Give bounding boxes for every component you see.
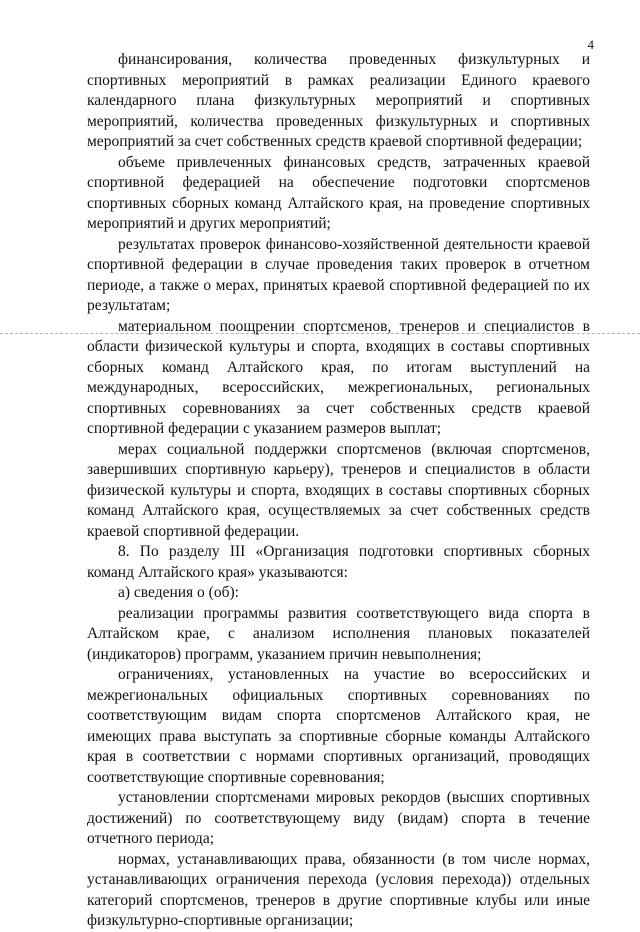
paragraph-section-3-heading: 8. По разделу III «Организация подготовки спортивных сборных команд Алтайского края» указываются: — [87, 543, 590, 581]
paragraph-development-program: реализации программы развития соответствующего вида спорта в Алтайском крае, с анализом исполнения плановых показателей (индикаторов) программ, указанием причин невыполнения; — [87, 604, 590, 663]
paragraph-financing: финансирования, количества проведенных физкультурных и спортивных мероприятий в рамках реализации Единого краевого календарного плана физкультурных мероприятий и спортивных мероприятий, количества проведенных физкультурных и спортивных мероприятий за счет собственных средств краевой спортивной федерации; — [87, 51, 590, 150]
paragraph-world-records: установлении спортсменами мировых рекордов (высших спортивных достижений) по соответствующему виду (видам) спорта в течение отчетного периода; — [87, 789, 590, 847]
paragraph-audit-results: результатах проверок финансово-хозяйственной деятельности краевой спортивной федерации в случае проведения таких проверок в отчетном периоде, а также о мерах, принятых краевой спортивной федерацией по их результатам; — [87, 235, 590, 314]
paragraph-subitem-a: а) сведения о (об): — [118, 584, 239, 601]
paragraph-material-incentives: материальном поощрении спортсменов, тренеров и специалистов в области физической культуры и спорта, входящих в составы спортивных сборных команд Алтайского края, по итогам выступлений на международных, всероссийских, межрегиональных, региональных спортивных соревнованиях за счет собственных средств краевой спортивной федерации с указанием размеров выплат; — [87, 317, 590, 437]
paragraph-restrictions: ограничениях, установленных на участие во всероссийских и межрегиональных официальных спортивных соревнованиях по соответствующим видам спорта спортсменов Алтайского края, не имеющих права выступать за спортивные сборные команды Алтайского края в соответствии с нормами спортивных организаций, проводящих соответствующие спортивные соревнования; — [87, 666, 590, 786]
paragraph-social-support: мерах социальной поддержки спортсменов (включая спортсменов, завершивших спортивную карьеру), тренеров и специалистов в области физической культуры и спорта, входящих в составы спортивных сборных команд Алтайского края, осуществляемых за счет собственных средств краевой спортивной федерации. — [87, 440, 590, 540]
paragraph-transfer-norms: нормах, устанавливающих права, обязанности (в том числе нормах, устанавливающих ограничения перехода (условия перехода)) отдельных категорий спортсменов, тренеров в другие спортивные клубы или иные физкультурно-спортивные организации; — [87, 850, 590, 929]
document-body — [87, 50, 590, 932]
page-number: 4 — [587, 37, 594, 52]
paragraph-attracted-funds: объеме привлеченных финансовых средств, затраченных краевой спортивной федерацией на обеспечение подготовки спортсменов спортивных сборных команд Алтайского края, на проведение спортивных мероприятий и других мероприятий; — [87, 153, 590, 232]
